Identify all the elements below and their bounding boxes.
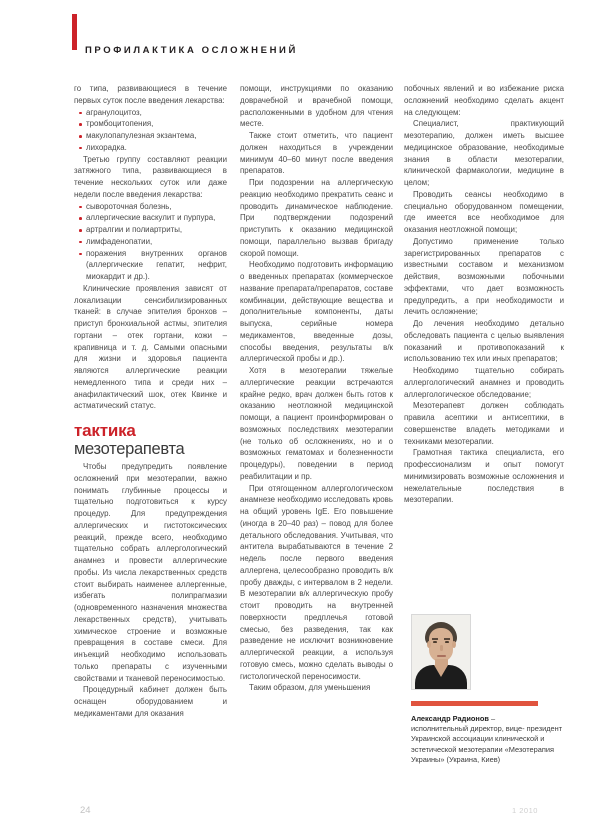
author-caption (411, 714, 563, 765)
paragraph: Клинические проявления зависят от локализации сенсибилизированных тканей: в случае эпителия бронхов – приступ бронхиальной астмы, эпителия гортани – отек гортани, кожи – крапивница и т. д. Самыми опасными для жизни и здоровья пациента являются аллергические реакции немедленного типа и среди них – анафилактический шок, отек Квинке и астматический статус. (74, 283, 227, 411)
section-heading (74, 422, 227, 458)
paragraph: Необходимо подготовить информацию о введенных препаратах (коммерческое название препарата/препаратов, составе комбинации, действующие вещества и дополнительные компоненты, даты выпуска, серийные номера медикаментов, введенные дозы, способы введения, результаты в/к аллергической пробы и др.). (240, 260, 393, 364)
paragraph: помощи, инструкциями по оказанию доврачебной и врачебной помощи, расположенными в удобном для чтения месте. (240, 84, 393, 129)
list-item: лихорадка. (74, 142, 227, 154)
list-item: агранулоцитоз, (74, 107, 227, 119)
paragraph: го типа, развивающиеся в течение первых суток после введения лекарства: (74, 84, 227, 105)
page-number: 24 (80, 805, 91, 816)
list-item: лимфаденопатии, (74, 236, 227, 248)
list-item: макулопапулезная экзантема, (74, 130, 227, 142)
paragraph: При отягощенном аллергологическом анамнезе необходимо исследовать кровь на общий уровень IgE. Его повышение (иногда в 20–40 раз) – повод для более детального обследования. Учитывая, что антитела вырабатываются в течение 2 недель после первого введения аллергена, целесообразно проводить в/к пробу дважды, с интервалом в 2 недели. В мезотерапии в/к аллергическую пробу стоит проводить на внутренней поверхности предплечья готовой смесью, без разведения, так как разведение не исключит возникновение аллергической реакции, а используя готовую смесь, можно сделать выводы о гистологической переносимости. (240, 483, 393, 681)
text-column-3 (404, 83, 564, 506)
list-item: поражения внутренних органов (аллергические гепатит, нефрит, миокардит и др.). (74, 248, 227, 283)
author-block (411, 614, 563, 765)
text-column-1 (74, 83, 227, 720)
author-dash: – (488, 714, 496, 723)
header-red-rule (72, 14, 77, 50)
paragraph: Процедурный кабинет должен быть оснащен оборудованием и медикаментами для оказания (74, 685, 227, 718)
section-heading-line-2: мезотерапевта (74, 440, 185, 458)
paragraph: Хотя в мезотерапии тяжелые аллергические реакции встречаются крайне редко, врач должен быть готов к оказанию неотложной медицинской помощи, а пациент проинформирован о возможных последствиях мезотерапии (не только об осложнениях, но и о возможных гематомах и болезненности процедуры), поведении в период реабилитации и пр. (240, 366, 393, 481)
paragraph: Также стоит отметить, что пациент должен находиться в учреждении минимум 40–60 минут после введения препаратов. (240, 131, 393, 176)
list-item: тромбоцитопения, (74, 118, 227, 130)
text-column-2 (240, 83, 393, 694)
paragraph: Чтобы предупредить появление осложнений при мезотерапии, важно понимать глубинные процессы и тщательно подготовиться к курсу процедур. Для предупреждения аллергических и гистотоксических реакций, прежде всего, необходимо тщательно собрать аллергологический анамнез и провести аллергические пробы. Из числа лекарственных средств стоит выбирать наименее аллергенные, избегать полипрагмазии (одновременного назначения множества лекарственных средств), учитывать химическое строение и возможные превращения в составе смеси. Для инъекций необходимо использовать только препараты с изученными свойствами и тканевой переносимостью. (74, 462, 227, 683)
author-accent-bar (411, 701, 538, 706)
list-item: артралгии и полиартриты, (74, 224, 227, 236)
paragraph: Мезотерапевт должен соблюдать правила асептики и антисептики, в совершенстве владеть методиками и техниками мезотерапии. (404, 401, 564, 446)
section-heading-line-1: тактика (74, 421, 136, 440)
paragraph: Третью группу составляют реакции затяжного типа, развивающиеся в течение нескольких суток или даже недели после введения лекарства: (74, 154, 227, 199)
list-item: аллергические васкулит и пурпура, (74, 212, 227, 224)
paragraph: До лечения необходимо детально обследовать пациента с целью выявления показаний и противопоказаний к использованию тех или иных препаратов; (404, 319, 564, 364)
list-item: сывороточная болезнь, (74, 201, 227, 213)
paragraph: Таким образом, для уменьшения (249, 683, 371, 693)
paragraph: Проводить сеансы необходимо в специально оборудованном помещении, где имеется все необходимое для оказания неотложной помощи; (404, 189, 564, 234)
issue-label: 1 2010 (512, 806, 538, 815)
paragraph: При подозрении на аллергическую реакцию необходимо прекратить сеанс и проводить динамическое наблюдение. При подтверждении подозрений приступить к оказанию медицинской помощи, параллельно вызвав бригаду скорой помощи. (240, 178, 393, 258)
page-header (72, 14, 572, 62)
paragraph: Грамотная тактика специалиста, его профессионализм и опыт помогут минимизировать возможные осложнения и нежелательные последствия в мезотерапии. (404, 448, 564, 505)
author-photo (411, 614, 471, 690)
bullet-list-delayed (74, 201, 227, 283)
paragraph: побочных явлений и во избежание риска осложнений необходимо сделать акцент на следующем: (404, 84, 564, 117)
page-title: ПРОФИЛАКТИКА ОСЛОЖНЕНИЙ (85, 45, 298, 56)
bullet-list-acute (74, 107, 227, 154)
author-name: Александр Радионов (411, 714, 489, 723)
paragraph: Необходимо тщательно собирать аллергологический анамнез и проводить аллергологическое обследование; (404, 366, 564, 399)
author-description: исполнительный директор, вице- президент Украинской ассоциации клинической и эстетической мезотерапии «Мезотерапия Украины» (Украина, Киев) (411, 724, 563, 764)
paragraph: Специалист, практикующий мезотерапию, должен иметь высшее медицинское образование, необходимые знания в области мезотерапии, клинической фармакологии, медицине в целом; (404, 119, 564, 187)
paragraph: Допустимо применение только зарегистрированных препаратов с известными составом и механизмом действия, возможными побочными эффектами, что дает возможность предупредить, а при необходимости и лечить осложнение; (404, 236, 564, 317)
